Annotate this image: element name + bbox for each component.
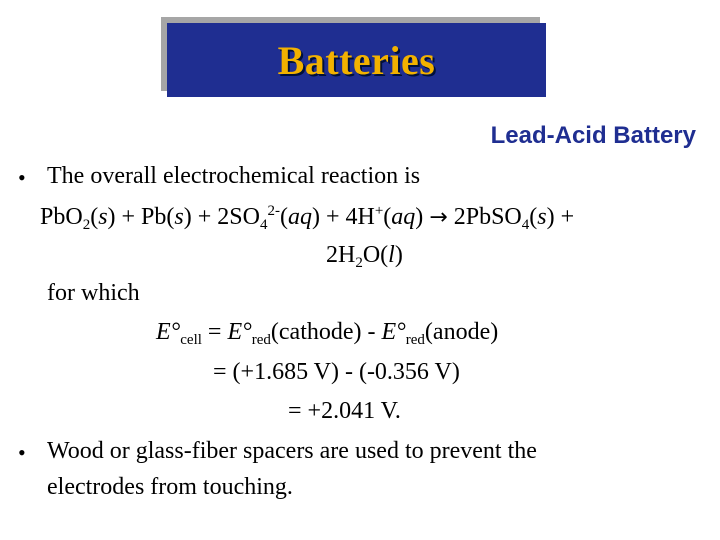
bullet-2-marker: •: [18, 440, 26, 465]
calc-line-2: = +2.041 V.: [288, 398, 401, 424]
bullet-1-marker: •: [18, 165, 26, 190]
bullet-2-text-line-1: Wood or glass-fiber spacers are used to prevent the: [47, 438, 537, 464]
bullet-2-text-line-2: electrodes from touching.: [47, 474, 293, 500]
reaction-line-1: $PbO_2(s) + Pb(s) + 2SO_4^{2-}(aq) + 4H^+(aq)$ → 2PbSO$_4$(s) +: [40, 203, 575, 233]
ecell-equation: $E^\circ_{cell}$ = $E^\circ_{red}(cathode)$ - $E^\circ_{red}(anode)$: [156, 319, 499, 348]
bullet-1-text: The overall electrochemical reaction is: [47, 163, 421, 189]
slide-title: Batteries: [277, 37, 436, 83]
for-which-text: for which: [47, 280, 140, 306]
right-arrow-icon: →: [429, 205, 448, 230]
calc-line-1: = (+1.685 V) - (-0.356 V): [213, 359, 460, 385]
slide-subtitle: Lead-Acid Battery: [490, 122, 696, 149]
reaction-line-2: $2H_2O(l)$: [326, 242, 403, 271]
title-banner: [167, 23, 546, 97]
